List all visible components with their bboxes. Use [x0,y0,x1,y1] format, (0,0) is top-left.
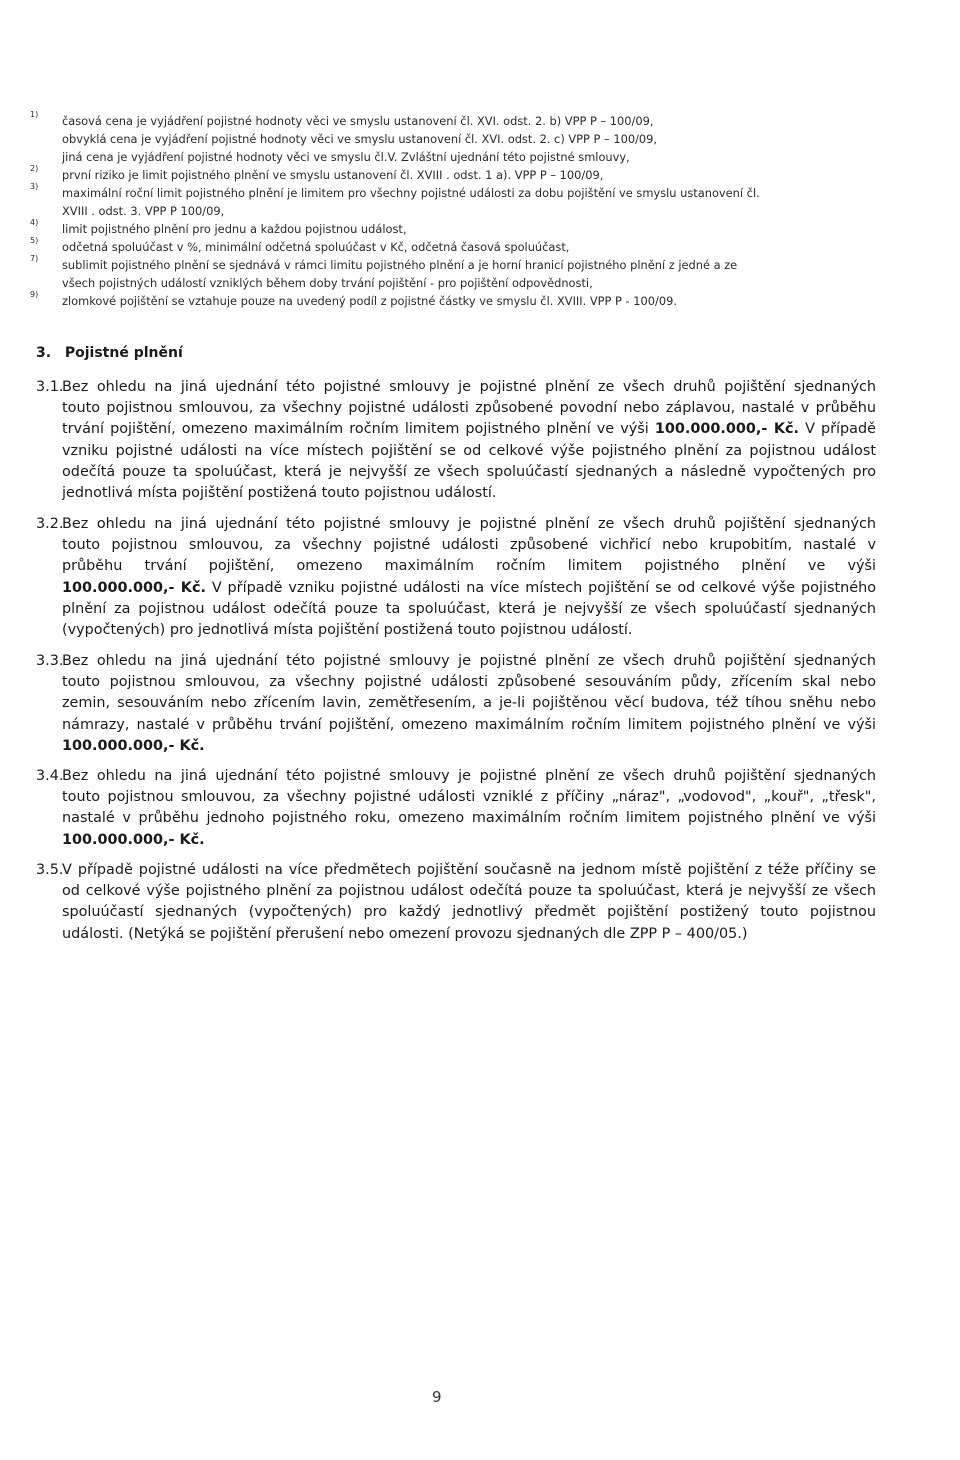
clause-line: Bez ohledu na jiná ujednání této pojistné smlouvy je pojistné plnění ze všech druhů pojištění sjednaných [62,768,876,784]
clause-line: vzniku pojistné události na více místech pojištění se od celkové výše pojistného plnění za pojistnou událost [62,442,876,459]
clause-3-5 [36,860,876,945]
footnote-number: 7) [30,254,39,263]
section-heading-number: 3. [36,345,52,361]
clause-line: Bez ohledu na jiná ujednání této pojistné smlouvy je pojistné plnění ze všech druhů pojištění sjednaných [62,379,876,395]
clause-3-2 [36,514,876,641]
clause-line: jednotlivá místa pojištění postižená touto pojistnou událostí. [62,485,497,502]
footnote-line: první riziko je limit pojistného plnění ve smyslu ustanovení čl. XVIII . odst. 1 a). VPP P – 100/09, [62,168,604,182]
clause-number: 3.4. [36,768,64,784]
footnote-number: 2) [30,164,39,173]
footnote-line: limit pojistného plnění pro jednu a každou pojistnou událost, [62,222,407,236]
clause-line: námrazy, nastalé v průběhu trvání pojištění, omezeno maximálním ročním limitem pojistného plnění ve výši [62,716,876,733]
section-heading [36,345,183,361]
clause-line: V případě pojistné události na více předmětech pojištění současně na jednom místě pojištění z téže příčiny se [62,862,876,878]
clause-3-1 [36,377,876,504]
page-number: 9 [432,1388,442,1406]
footnotes [0,112,960,310]
footnote-1 [0,112,960,166]
clause-line: plnění za pojistnou událost odečítá pouze ta spoluúčast, která je nejvyšší ze všech spoluúčastí sjednaných [62,600,876,617]
limit-amount: 100.000.000,- Kč. [654,421,799,438]
footnote-number: 1) [30,110,39,119]
clause-line: 100.000.000,- Kč. V případě vzniku pojistné události na více místech pojištění se od celkové výše pojistného [62,579,876,596]
footnote-line: XVIII . odst. 3. VPP P 100/09, [62,204,225,218]
footnote-2 [0,166,960,184]
footnote-line: sublimit pojistného plnění se sjednává v rámci limitu pojistného plnění a je horní hranicí pojistného plnění z jedné a ze [62,258,738,272]
footnote-number: 9) [30,290,39,299]
clause-line: trvání pojištění, omezeno maximálním ročním limitem pojistného plnění ve výši 100.000.000,- Kč. V případě [62,421,876,438]
clause-line [62,830,876,851]
clause-number: 3.5. [36,862,64,878]
footnote-4 [0,220,960,238]
clause-line: touto pojistnou smlouvou, za všechny pojistné události způsobené vichřicí nebo krupobitím, nastalé v [62,537,876,554]
footnote-line: jiná cena je vyjádření pojistné hodnoty věci ve smyslu čl.V. Zvláštní ujednání této pojistné smlouvy, [62,150,630,164]
footnote-line: zlomkové pojištění se vztahuje pouze na uvedený podíl z pojistné částky ve smyslu čl. XVIII. VPP P - 100/09. [62,294,677,308]
section-heading-title: Pojistné plnění [64,345,183,361]
clause-3-3 [36,651,876,757]
footnote-5 [0,238,960,256]
limit-amount: 100.000.000,- Kč. [62,579,206,596]
footnote-line: časová cena je vyjádření pojistné hodnoty věci ve smyslu ustanovení čl. XVI. odst. 2. b) VPP P – 100/09, [62,114,654,128]
footnote-7 [0,256,960,292]
footnote-9 [0,292,960,310]
footnote-number: 5) [30,236,39,245]
clause-line [62,736,876,757]
clause-line: Bez ohledu na jiná ujednání této pojistné smlouvy je pojistné plnění ze všech druhů pojištění sjednaných [62,653,876,669]
clause-number: 3.2. [36,516,64,532]
footnote-line: odčetná spoluúčast v %, minimální odčetná spoluúčast v Kč, odčetná časová spoluúčast, [62,240,570,254]
limit-amount: 100.000.000,- Kč. [62,831,205,848]
clause-line: touto pojistnou smlouvou, za všechny pojistné události způsobené sesouváním půdy, zřícením skal nebo [62,674,876,691]
footnote-number: 4) [30,218,39,227]
footnote-line: všech pojistných událostí vzniklých během doby trvání pojištění - pro pojištění odpovědnosti, [62,276,593,290]
clause-line: spoluúčastí sjednaných (vypočtených) pro každý jednotlivý předmět pojištění postižený touto pojistnou [62,904,876,921]
clause-line: touto pojistnou smlouvou, za všechny pojistné události způsobené povodní nebo záplavou, nastalé v průběhu [62,400,876,417]
footnote-line: maximální roční limit pojistného plnění je limitem pro všechny pojistné události za dobu pojištění ve smyslu ustanovení čl. [62,186,760,200]
clause-line: Bez ohledu na jiná ujednání této pojistné smlouvy je pojistné plnění ze všech druhů pojištění sjednaných [62,516,876,532]
clause-line: touto pojistnou smlouvou, za všechny pojistné události vzniklé z příčiny „náraz", „vodovod", „kouř", „třesk", [62,789,876,806]
clause-line: zemin, sesouváním nebo zřícením lavin, zemětřesením, a je-li pojištěnou věcí budova, též tíhou sněhu nebo [62,695,876,712]
clause-line: odečítá pouze ta spoluúčast, která je nejvyšší ze všech spoluúčastí sjednaných a následně vypočtených pro [62,463,876,480]
footnote-line: obvyklá cena je vyjádření pojistné hodnoty věci ve smyslu ustanovení čl. XVI. odst. 2. c) VPP P – 100/09, [62,132,658,146]
clause-3-4 [36,766,876,851]
clause-line: události. (Netýká se pojištění přerušení nebo omezení provozu sjednaných dle ZPP P – 400/05.) [62,925,748,942]
clause-number: 3.3. [36,653,64,669]
footnote-number: 3) [30,182,39,191]
footnote-3 [0,184,960,220]
clause-line: (vypočtených) pro jednotlivá místa pojištění postižená touto pojistnou událostí. [62,622,633,639]
clause-line: průběhu trvání pojištění, omezeno maximálním ročním limitem pojistného plnění ve výši [62,558,876,575]
limit-amount: 100.000.000,- Kč. [62,737,205,754]
clause-number: 3.1. [36,379,64,395]
clause-line: nastalé v průběhu jednoho pojistného roku, omezeno maximálním ročním limitem pojistného plnění ve výši [62,810,876,827]
clause-line: od celkové výše pojistného plnění za pojistnou událost odečítá pouze ta spoluúčast, která je nejvyšší ze všech [62,883,876,900]
